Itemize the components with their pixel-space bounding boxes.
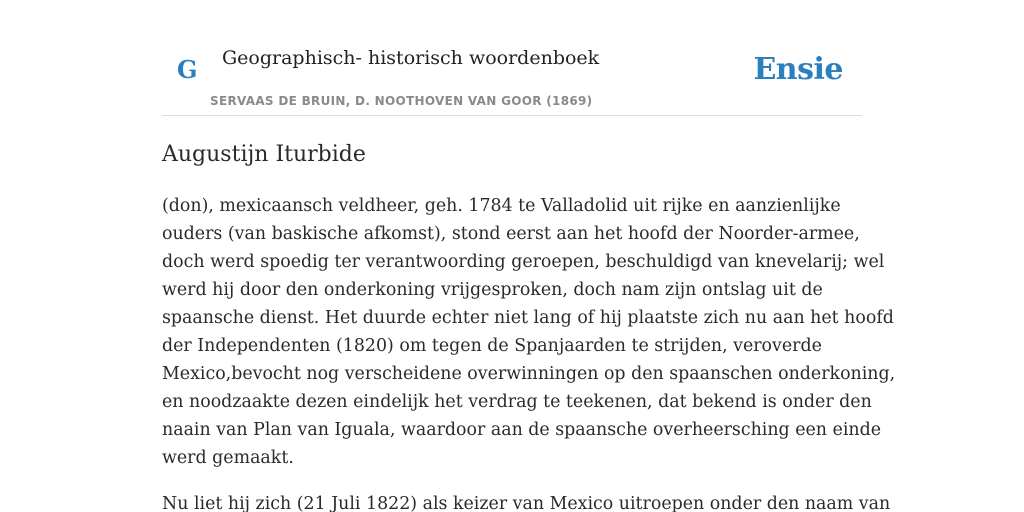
entry-body bbox=[162, 192, 896, 512]
paragraph-line: werd gemaakt. bbox=[162, 448, 294, 468]
paragraph-line: ouders (van baskische afkomst), stond eerst aan het hoofd der Noorder-armee, bbox=[162, 224, 860, 244]
paragraph-line: (don), mexicaansch veldheer, geh. 1784 te Valladolid uit rijke en aanzienlijke bbox=[162, 196, 841, 216]
paragraph-line: werd hij door den onderkoning vrijgesproken, doch nam zijn ontslag uit de bbox=[162, 280, 823, 300]
entry-paragraph-2 bbox=[162, 490, 891, 512]
paragraph-line: doch werd spoedig ter verantwoording geroepen, beschuldigd van knevelarij; wel bbox=[162, 252, 885, 272]
paragraph-line: spaansche dienst. Het duurde echter niet lang of hij plaatste zich nu aan het hoofd bbox=[162, 308, 894, 328]
book-initial-icon[interactable]: G bbox=[177, 55, 198, 84]
source-authors: SERVAAS DE BRUIN, D. NOOTHOVEN VAN GOOR (1869) bbox=[210, 94, 593, 108]
ensie-logo[interactable]: Ensie bbox=[753, 52, 843, 87]
paragraph-line: der Independenten (1820) om tegen de Spanjaarden te strijden, veroverde bbox=[162, 336, 822, 356]
entry-title: Augustijn Iturbide bbox=[162, 142, 366, 167]
paragraph-line: en noodzaakte dezen eindelijk het verdrag te teekenen, dat bekend is onder den bbox=[162, 392, 872, 412]
paragraph-line: Nu liet hij zich (21 Juli 1822) als keizer van Mexico uitroepen onder den naam van bbox=[162, 494, 891, 512]
source-header bbox=[162, 36, 862, 116]
source-book-title[interactable]: Geographisch- historisch woordenboek bbox=[222, 47, 600, 69]
paragraph-line: naain van Plan van Iguala, waardoor aan de spaansche overheersching een einde bbox=[162, 420, 882, 440]
paragraph-line: Mexico,bevocht nog verscheidene overwinningen op den spaanschen onderkoning, bbox=[162, 364, 896, 384]
entry-paragraph-1 bbox=[162, 192, 896, 472]
